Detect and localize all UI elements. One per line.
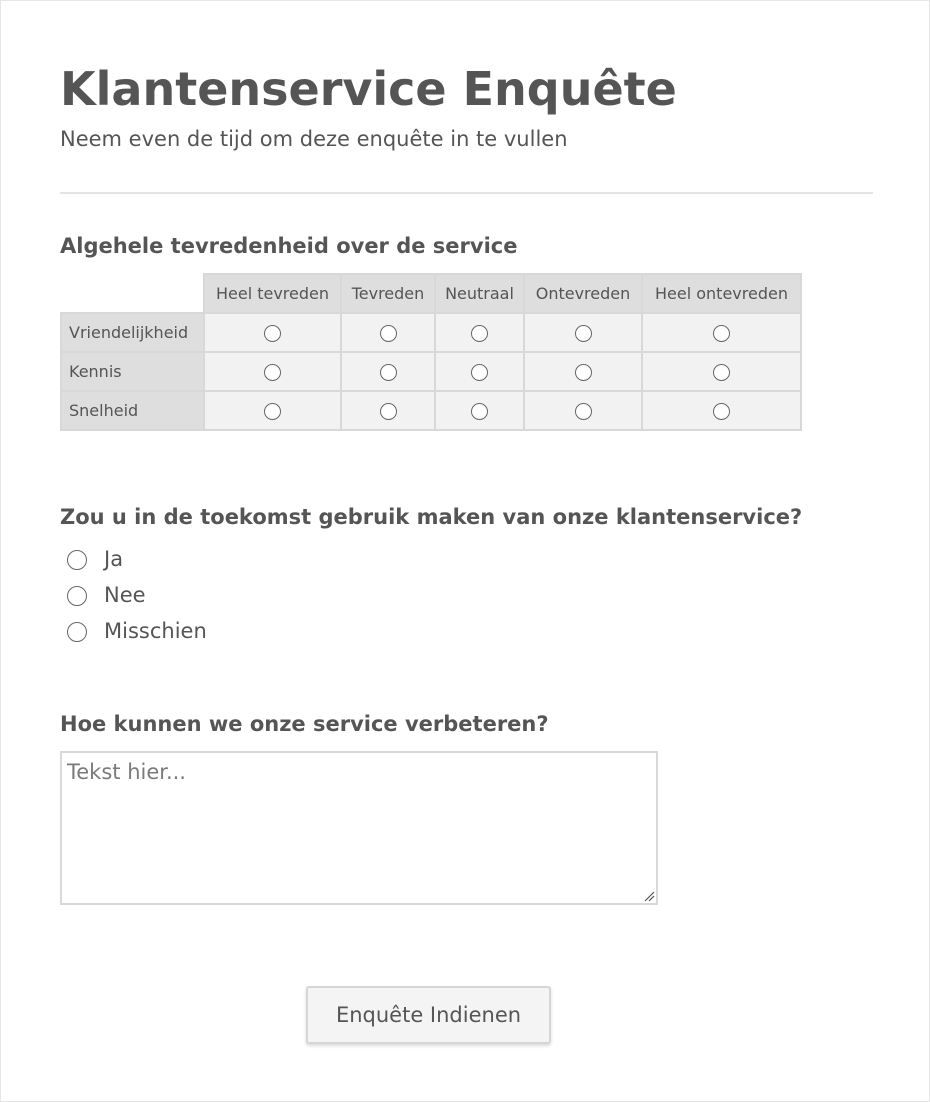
radio-vriendelijkheid-ontevreden[interactable]: [575, 325, 592, 342]
row-label-snelheid: Snelheid: [61, 391, 204, 430]
matrix-row-vriendelijkheid: [61, 313, 801, 352]
option-nee[interactable]: [67, 582, 367, 618]
option-ja[interactable]: [67, 546, 367, 582]
improvement-question-title: Hoe kunnen we onze service verbeteren?: [60, 712, 549, 736]
future-use-question-title: Zou u in de toekomst gebruik maken van onze klantenservice?: [60, 505, 803, 529]
radio-vriendelijkheid-heel-tevreden[interactable]: [264, 325, 281, 342]
matrix-header-row: [61, 274, 801, 313]
radio-kennis-heel-ontevreden[interactable]: [713, 364, 730, 381]
future-use-options: [67, 546, 367, 654]
column-neutraal: Neutraal: [435, 274, 524, 313]
matrix-row-kennis: [61, 352, 801, 391]
matrix-cell: [435, 352, 524, 391]
matrix-cell: [204, 352, 341, 391]
matrix-cell: [435, 391, 524, 430]
radio-kennis-ontevreden[interactable]: [575, 364, 592, 381]
radio-vriendelijkheid-tevreden[interactable]: [380, 325, 397, 342]
satisfaction-matrix: [60, 273, 802, 431]
radio-snelheid-heel-ontevreden[interactable]: [713, 403, 730, 420]
radio-snelheid-tevreden[interactable]: [380, 403, 397, 420]
option-label-nee: Nee: [104, 583, 146, 607]
row-label-kennis: Kennis: [61, 352, 204, 391]
matrix-cell: [524, 391, 642, 430]
radio-ja[interactable]: [67, 550, 87, 570]
matrix-row-snelheid: [61, 391, 801, 430]
header-divider: [60, 192, 873, 194]
column-heel-ontevreden: Heel ontevreden: [642, 274, 801, 313]
matrix-cell: [524, 352, 642, 391]
radio-kennis-heel-tevreden[interactable]: [264, 364, 281, 381]
option-label-misschien: Misschien: [104, 619, 207, 643]
column-ontevreden: Ontevreden: [524, 274, 642, 313]
submit-survey-button[interactable]: Enquête Indienen: [306, 986, 551, 1044]
row-label-vriendelijkheid: Vriendelijkheid: [61, 313, 204, 352]
matrix-cell: [435, 313, 524, 352]
satisfaction-question-title: Algehele tevredenheid over de service: [60, 234, 518, 258]
radio-nee[interactable]: [67, 586, 87, 606]
improvement-field-wrapper: [60, 751, 658, 905]
matrix-cell: [642, 313, 801, 352]
radio-kennis-tevreden[interactable]: [380, 364, 397, 381]
matrix-cell: [204, 391, 341, 430]
improvement-textarea[interactable]: [60, 751, 658, 905]
matrix-cell: [524, 313, 642, 352]
column-heel-tevreden: Heel tevreden: [204, 274, 341, 313]
radio-vriendelijkheid-heel-ontevreden[interactable]: [713, 325, 730, 342]
page-title: Klantenservice Enquête: [60, 62, 677, 116]
radio-kennis-neutraal[interactable]: [471, 364, 488, 381]
matrix-cell: [642, 352, 801, 391]
page-subtitle: Neem even de tijd om deze enquête in te vullen: [60, 127, 568, 151]
matrix-cell: [204, 313, 341, 352]
matrix-cell: [642, 391, 801, 430]
option-misschien[interactable]: [67, 618, 367, 654]
radio-misschien[interactable]: [67, 622, 87, 642]
matrix-cell: [341, 391, 435, 430]
matrix-cell: [341, 352, 435, 391]
matrix-cell: [341, 313, 435, 352]
resize-handle-icon[interactable]: [643, 890, 655, 902]
radio-snelheid-heel-tevreden[interactable]: [264, 403, 281, 420]
column-tevreden: Tevreden: [341, 274, 435, 313]
radio-snelheid-neutraal[interactable]: [471, 403, 488, 420]
matrix-corner: [61, 274, 204, 313]
radio-snelheid-ontevreden[interactable]: [575, 403, 592, 420]
radio-vriendelijkheid-neutraal[interactable]: [471, 325, 488, 342]
option-label-ja: Ja: [104, 547, 124, 571]
